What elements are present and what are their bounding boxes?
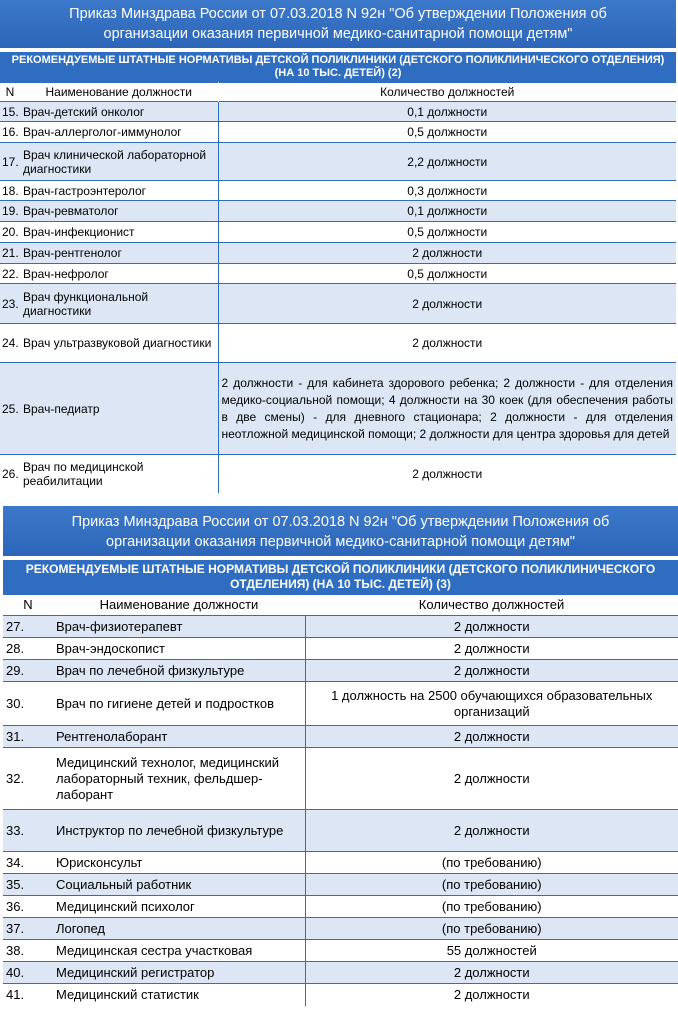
row-number: 21. xyxy=(2,246,19,260)
position-name: Врач функциональной диагностики xyxy=(20,284,218,324)
position-name: Врач-детский онколог xyxy=(20,102,218,122)
table-row xyxy=(0,324,676,363)
position-quantity: 2 должности xyxy=(412,246,483,260)
table-row xyxy=(3,984,678,1006)
table-row xyxy=(0,201,676,222)
table-row xyxy=(0,222,676,243)
row-number: 20. xyxy=(2,225,19,239)
position-quantity: 0,5 должности xyxy=(407,125,488,139)
position-name: Врач-рентгенолог xyxy=(20,243,218,264)
slide-1-banner xyxy=(0,0,676,48)
caption-line-2: ОТДЕЛЕНИЯ) (НА 10 ТЫС. ДЕТЕЙ) (3) xyxy=(230,577,451,591)
position-quantity: 0,5 должности xyxy=(407,225,488,239)
row-number: 32. xyxy=(6,770,25,786)
position-name: Врач-педиатр xyxy=(20,363,218,455)
position-name: Врач-нефролог xyxy=(20,264,218,284)
table-row xyxy=(3,726,678,748)
row-number: 36. xyxy=(6,898,25,914)
table-row xyxy=(0,143,676,181)
position-quantity: 2 должности xyxy=(453,640,530,656)
position-name: Врач по медицинской реабилитации xyxy=(20,455,218,493)
caption-line-1: РЕКОМЕНДУЕМЫЕ ШТАТНЫЕ НОРМАТИВЫ ДЕТСКОЙ ПОЛИКЛИНИКИ (ДЕТСКОГО ПОЛИКЛИНИЧЕСКОГО xyxy=(25,562,656,576)
table-row xyxy=(0,455,676,493)
position-quantity: 0,5 должности xyxy=(407,266,488,281)
slide-2 xyxy=(3,506,678,1010)
row-number: 24. xyxy=(2,336,19,350)
row-number: 16. xyxy=(2,125,19,139)
row-number: 37. xyxy=(6,920,25,936)
position-name: Рентгенолаборант xyxy=(53,726,305,748)
row-number: 23. xyxy=(2,296,19,311)
table-header-row xyxy=(0,83,676,102)
position-quantity: 2 должности xyxy=(412,336,483,350)
table-row xyxy=(3,874,678,896)
position-name: Медицинский регистратор xyxy=(53,962,305,984)
row-number: 31. xyxy=(6,728,25,744)
position-quantity: (по требованию) xyxy=(441,876,542,892)
position-quantity: 2 должности xyxy=(453,770,530,786)
row-number: 34. xyxy=(6,854,25,870)
banner-line-1: Приказ Минздрава России от 07.03.2018 N 92н "Об утверждении Положения об xyxy=(71,514,610,530)
position-name: Врач ультразвуковой диагностики xyxy=(20,324,218,363)
position-name: Медицинский технолог, медицинский лабораторный техник, фельдшер-лаборант xyxy=(53,748,305,810)
position-quantity: (по требованию) xyxy=(441,898,542,914)
row-number: 15. xyxy=(2,104,19,119)
row-number: 22. xyxy=(2,266,19,281)
position-name: Юрисконсульт xyxy=(53,852,305,874)
table-row xyxy=(3,852,678,874)
col-header-n: N xyxy=(5,85,15,99)
slide-1 xyxy=(0,0,676,502)
position-name: Врач-физиотерапевт xyxy=(53,616,305,638)
table-header-row xyxy=(3,595,678,616)
row-number: 26. xyxy=(2,466,19,481)
col-header-name: Наименование должности xyxy=(20,83,218,102)
row-number: 27. xyxy=(6,618,25,634)
position-name: Врач по гигиене детей и подростков xyxy=(53,682,305,726)
position-quantity: 2 должности xyxy=(412,296,483,311)
row-number: 17. xyxy=(2,154,19,169)
table-row xyxy=(3,896,678,918)
position-name: Медицинский статистик xyxy=(53,984,305,1006)
table-row xyxy=(3,918,678,940)
position-name: Инструктор по лечебной физкультуре xyxy=(53,810,305,852)
table-row xyxy=(3,940,678,962)
row-number: 33. xyxy=(6,822,25,838)
staffing-table-1 xyxy=(0,82,676,493)
banner-line-2: организации оказания первичной медико-санитарной помощи детям" xyxy=(106,534,575,550)
row-number: 40. xyxy=(6,964,25,980)
row-number: 18. xyxy=(2,183,19,198)
row-number: 28. xyxy=(6,640,25,656)
table-row xyxy=(3,810,678,852)
table-row xyxy=(0,102,676,122)
row-number: 35. xyxy=(6,876,25,892)
table-row xyxy=(0,122,676,143)
col-header-qty: Количество должностей xyxy=(418,597,565,612)
col-header-qty: Количество должностей xyxy=(380,85,515,99)
position-quantity: 2 должности - для кабинета здорового ребенка; 2 должности - для отделения медико-социальной помощи; 4 должности на 30 коек (для обеспечения работы в две смены) - для дневного стационара; 2 должности - для отделения неотложной медицинской помощи; 2 должности для центра здоровья для детей xyxy=(221,375,673,441)
col-header-name: Наименование должности xyxy=(99,597,259,612)
position-name: Врач-инфекционист xyxy=(20,222,218,243)
position-quantity: 2 должности xyxy=(412,466,483,481)
row-number: 29. xyxy=(6,662,25,678)
position-quantity: 2 должности xyxy=(453,964,530,980)
position-name: Врач-аллерголог-иммунолог xyxy=(20,122,218,143)
slide-2-banner xyxy=(3,506,678,556)
banner-line-2: организации оказания первичной медико-санитарной помощи детям" xyxy=(103,26,573,42)
table-row xyxy=(3,962,678,984)
row-number: 38. xyxy=(6,942,25,958)
position-quantity: 0,3 должности xyxy=(407,183,488,198)
position-name: Социальный работник xyxy=(53,874,305,896)
caption-line-1: РЕКОМЕНДУЕМЫЕ ШТАТНЫЕ НОРМАТИВЫ ДЕТСКОЙ ПОЛИКЛИНИКИ (ДЕТСКОГО ПОЛИКЛИНИЧЕСКОГО ОТДЕЛЕНИЯ) xyxy=(11,54,665,66)
row-number: 19. xyxy=(2,204,19,218)
position-quantity: 2 должности xyxy=(453,618,530,634)
position-quantity: 2 должности xyxy=(453,986,530,1002)
table-row xyxy=(0,243,676,264)
table-row xyxy=(0,284,676,324)
position-quantity: 55 должностей xyxy=(446,942,537,958)
table-caption xyxy=(0,52,676,82)
position-quantity: (по требованию) xyxy=(441,920,542,936)
table-row xyxy=(0,181,676,201)
position-name: Врач-ревматолог xyxy=(20,201,218,222)
row-number: 25. xyxy=(2,401,19,416)
position-name: Врач по лечебной физкультуре xyxy=(53,660,305,682)
position-quantity: (по требованию) xyxy=(441,854,542,870)
position-quantity: 2 должности xyxy=(453,662,530,678)
position-quantity: 2 должности xyxy=(453,822,530,838)
position-name: Медицинский психолог xyxy=(53,896,305,918)
caption-line-2: (НА 10 ТЫС. ДЕТЕЙ) (2) xyxy=(274,67,402,79)
position-quantity: 0,1 должности xyxy=(407,204,488,218)
col-header-n: N xyxy=(23,597,33,612)
position-quantity: 0,1 должности xyxy=(407,104,488,119)
table-row xyxy=(0,363,676,455)
row-number: 30. xyxy=(6,695,25,711)
table-row xyxy=(3,616,678,638)
table-row xyxy=(0,264,676,284)
row-number: 41. xyxy=(6,986,25,1002)
position-name: Врач-эндоскопист xyxy=(53,638,305,660)
table-row xyxy=(3,682,678,726)
staffing-table-2 xyxy=(3,594,678,1006)
position-name: Врач клинической лабораторной диагностики xyxy=(20,143,218,181)
position-quantity: 1 должность на 2500 обучающихся образовательных организаций xyxy=(331,687,653,719)
table-row xyxy=(3,638,678,660)
position-name: Логопед xyxy=(53,918,305,940)
position-quantity: 2 должности xyxy=(453,728,530,744)
position-name: Врач-гастроэнтеролог xyxy=(20,181,218,201)
table-caption xyxy=(3,560,678,594)
position-name: Медицинская сестра участковая xyxy=(53,940,305,962)
position-quantity: 2,2 должности xyxy=(407,154,488,169)
table-row xyxy=(3,660,678,682)
banner-line-1: Приказ Минздрава России от 07.03.2018 N 92н "Об утверждении Положения об xyxy=(69,6,607,22)
table-row xyxy=(3,748,678,810)
